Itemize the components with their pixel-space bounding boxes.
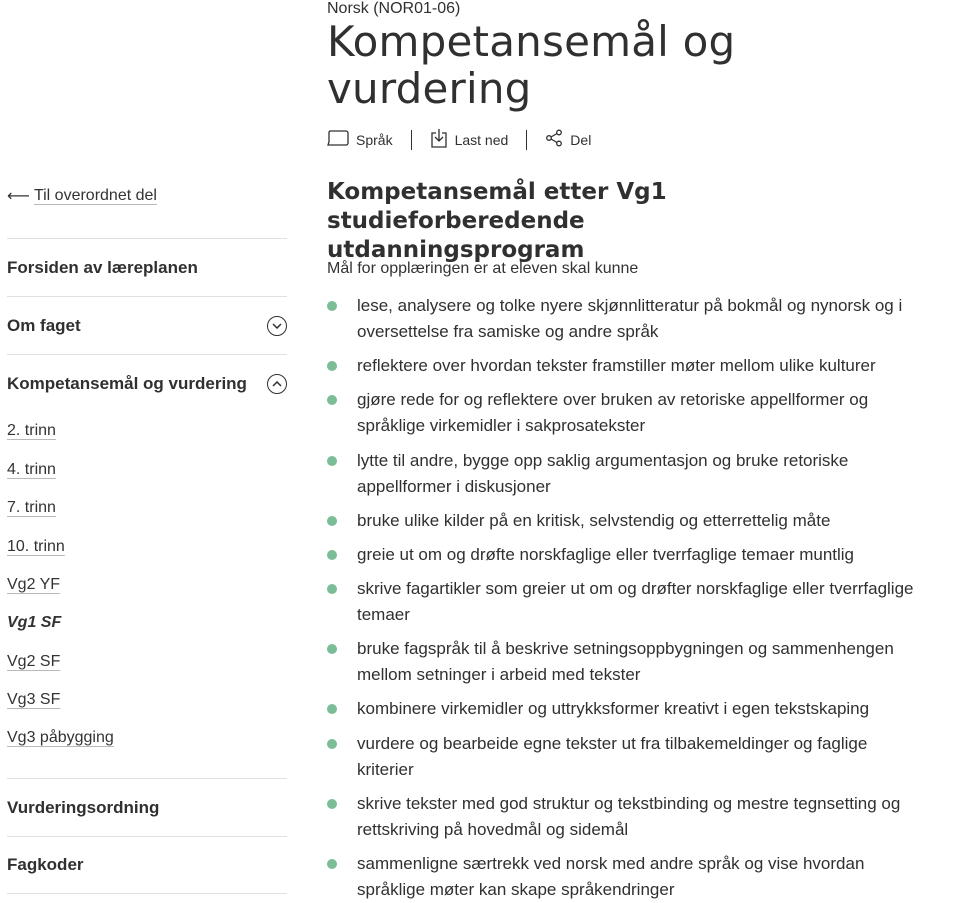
back-link-label: Til overordnet del: [33, 187, 157, 204]
bullet-dot: [327, 739, 337, 749]
speech-bubble-icon: [327, 130, 349, 149]
bullet-dot: [327, 361, 337, 371]
page-title-line-2: vurdering: [327, 64, 532, 113]
sidebar-subitem-10-trinn[interactable]: 10. trinn: [7, 538, 65, 555]
page-title-line-1: Kompetansemål og: [327, 17, 736, 66]
sidebar-subitem-vg3-sf[interactable]: Vg3 SF: [7, 691, 61, 708]
list-item: [327, 696, 927, 722]
section-heading-line-2: utdanningsprogram: [327, 237, 585, 263]
arrow-left-icon: ⟵: [7, 188, 30, 205]
share-button[interactable]: [545, 129, 591, 150]
share-label: Del: [570, 131, 592, 148]
section-heading: [327, 178, 927, 265]
subject-code: Norsk (NOR01-06): [327, 0, 461, 17]
goal-text: bruke ulike kilder på en kritisk, selvstendig og etterrettelig måte: [357, 511, 831, 530]
sidebar-item-om-faget[interactable]: [7, 296, 287, 354]
sidebar-subitem-vg2-sf[interactable]: Vg2 SF: [7, 653, 61, 670]
sidebar-subitem-vg3-pabygging[interactable]: Vg3 påbygging: [7, 729, 114, 746]
back-to-parent-link[interactable]: [7, 186, 157, 206]
chevron-down-icon[interactable]: [267, 316, 287, 336]
list-item: [327, 731, 927, 783]
list-item: [327, 851, 927, 903]
goal-text: lytte til andre, bygge opp saklig argumentasjon og bruke retoriske appellformer i diskusjoner: [357, 451, 849, 496]
sidebar-subitem-7-trinn[interactable]: 7. trinn: [7, 499, 56, 516]
bullet-dot: [327, 456, 337, 466]
goal-text: kombinere virkemidler og uttrykksformer kreativt i egen tekstskaping: [357, 699, 870, 718]
bullet-dot: [327, 644, 337, 654]
bullet-dot: [327, 301, 337, 311]
toolbar-divider: [526, 130, 527, 150]
bullet-dot: [327, 516, 337, 526]
goal-text: bruke fagspråk til å beskrive setningsoppbygningen og sammenhengen mellom setninger i arbeid med tekster: [357, 639, 894, 684]
goal-text: gjøre rede for og reflektere over bruken av retoriske appellformer og språklige virkemidler i sakprosatekster: [357, 390, 869, 435]
toolbar-divider: [411, 130, 412, 150]
goal-text: greie ut om og drøfte norskfaglige eller tverrfaglige temaer muntlig: [357, 545, 855, 564]
sidebar-subitem-vg2-yf[interactable]: Vg2 YF: [7, 576, 61, 593]
sidebar-item-label: Kompetansemål og vurdering: [7, 373, 247, 393]
page-toolbar: [327, 128, 591, 151]
goals-intro: Mål for opplæringen er at eleven skal kunne: [327, 260, 639, 277]
sidebar-subitem-4-trinn[interactable]: 4. trinn: [7, 461, 56, 478]
sidebar-item-forsiden[interactable]: [7, 238, 287, 296]
sidebar-item-label: Vurderingsordning: [7, 797, 160, 817]
language-label: Språk: [356, 131, 393, 148]
sidebar-subitem-vg1-sf[interactable]: Vg1 SF: [7, 614, 62, 631]
bullet-dot: [327, 395, 337, 405]
page-title: [327, 18, 927, 112]
sidebar-item-label: Forsiden av læreplanen: [7, 257, 198, 277]
list-item: [327, 387, 927, 439]
chevron-up-icon[interactable]: [267, 374, 287, 394]
goal-text: vurdere og bearbeide egne tekster ut fra tilbakemeldinger og faglige kriterier: [357, 734, 868, 779]
share-icon: [545, 129, 563, 150]
sidebar-subitem-2-trinn[interactable]: 2. trinn: [7, 422, 56, 439]
list-item: [327, 542, 927, 568]
list-item: [327, 353, 927, 379]
goal-text: skrive tekster med god struktur og tekstbinding og mestre tegnsetting og rettskriving på hovedmål og sidemål: [357, 794, 901, 839]
bullet-dot: [327, 704, 337, 714]
bullet-dot: [327, 550, 337, 560]
bullet-dot: [327, 799, 337, 809]
goal-text: lese, analysere og tolke nyere skjønnlitteratur på bokmål og nynorsk og i oversettelse fra samiske og andre språk: [357, 296, 903, 341]
bullet-dot: [327, 859, 337, 869]
section-heading-line-1: Kompetansemål etter Vg1 studieforberedende: [327, 179, 667, 234]
list-item: [327, 636, 927, 688]
sidebar-item-label: Fagkoder: [7, 855, 84, 874]
sidebar-item-label: Om faget: [7, 315, 81, 335]
list-item: [327, 293, 927, 345]
download-icon: [430, 128, 448, 151]
sidebar-item-fagkoder[interactable]: [7, 836, 287, 894]
download-label: Last ned: [454, 131, 509, 148]
goal-text: skrive fagartikler som greier ut om og drøfter norskfaglige eller tverrfaglige temaer: [357, 579, 914, 624]
goal-text: sammenligne særtrekk ved norsk med andre språk og vise hvordan språklige møter kan skape språkendringer: [357, 854, 865, 899]
list-item: [327, 791, 927, 843]
list-item: [327, 576, 927, 628]
sidebar-item-kompetansemal[interactable]: [7, 354, 287, 412]
language-button[interactable]: [327, 130, 393, 149]
goal-text: reflektere over hvordan tekster framstiller møter mellom ulike kulturer: [357, 356, 876, 375]
download-button[interactable]: [430, 128, 509, 151]
list-item: [327, 448, 927, 500]
sidebar-item-vurderingsordning[interactable]: [7, 778, 287, 836]
list-item: [327, 508, 927, 534]
bullet-dot: [327, 584, 337, 594]
